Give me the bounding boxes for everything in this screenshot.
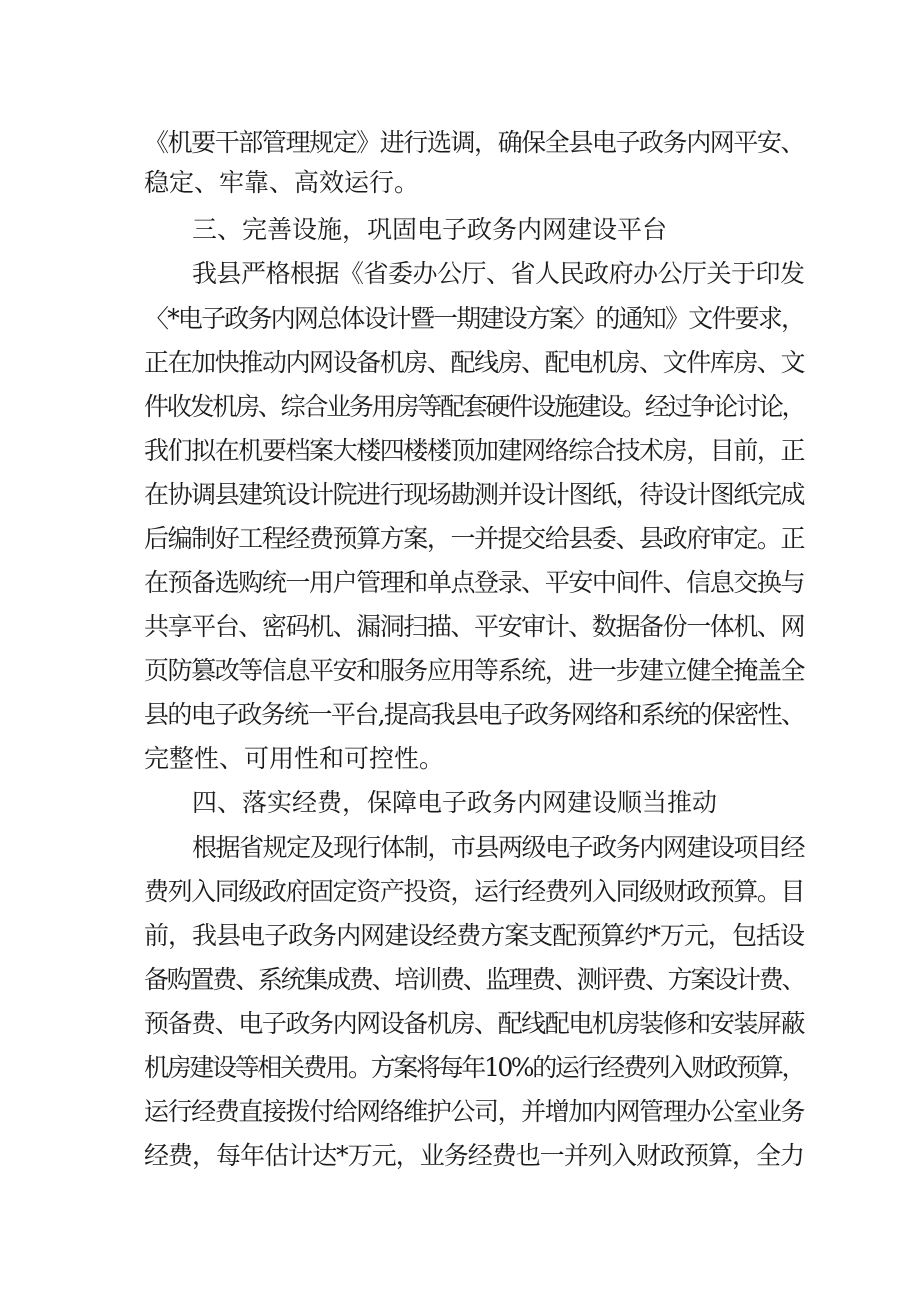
text-line: 正在加快推动内网设备机房、配线房、配电机房、文件库房、文	[144, 348, 804, 377]
text-line: 县的电子政务统一平台,提高我县电子政务网络和系统的保密性、	[144, 700, 804, 729]
text-line: 在协调县建筑设计院进行现场勘测并设计图纸，待设计图纸完成	[144, 480, 804, 509]
text-line: 《机要干部管理规定》进行选调，确保全县电子政务内网平安、	[144, 128, 804, 157]
text-line: 运行经费直接拨付给网络维护公司，并增加内网管理办公室业务	[144, 1097, 804, 1126]
text-line: 经费，每年估计达*万元，业务经费也一并列入财政预算，全力	[144, 1141, 804, 1170]
text-line: 后编制好工程经费预算方案，一并提交给县委、县政府审定。正	[144, 524, 804, 553]
text-line: 件收发机房、综合业务用房等配套硬件设施建设。经过争论讨论，	[144, 392, 804, 421]
text-line: 机房建设等相关费用。方案将每年10%的运行经费列入财政预算，	[144, 1053, 804, 1082]
text-line: 备购置费、系统集成费、培训费、监理费、测评费、方案设计费、	[144, 965, 804, 994]
text-line: 根据省规定及现行体制，市县两级电子政务内网建设项目经	[192, 833, 804, 862]
text-line: 页防篡改等信息平安和服务应用等系统，进一步建立健全掩盖全	[144, 656, 804, 685]
text-line: 〈*电子政务内网总体设计暨一期建设方案〉的通知》文件要求，	[144, 304, 804, 333]
text-line: 完整性、可用性和可控性。	[144, 744, 445, 773]
text-line: 我县严格根据《省委办公厅、省人民政府办公厅关于印发	[192, 259, 805, 288]
section-heading-4: 四、落实经费，保障电子政务内网建设顺当推动	[192, 788, 718, 817]
text-line: 预备费、电子政务内网设备机房、配线配电机房装修和安装屏蔽	[144, 1009, 804, 1038]
text-line: 在预备选购统一用户管理和单点登录、平安中间件、信息交换与	[144, 568, 804, 597]
text-line: 费列入同级政府固定资产投资，运行经费列入同级财政预算。目	[144, 877, 804, 906]
text-line: 稳定、牢靠、高效运行。	[144, 168, 420, 197]
section-heading-3: 三、完善设施，巩固电子政务内网建设平台	[192, 215, 668, 244]
text-line: 我们拟在机要档案大楼四楼楼顶加建网络综合技术房，目前，正	[144, 436, 804, 465]
text-line: 前，我县电子政务内网建设经费方案支配预算约*万元，包括设	[144, 921, 804, 950]
text-line: 共享平台、密码机、漏洞扫描、平安审计、数据备份一体机、网	[144, 612, 804, 641]
